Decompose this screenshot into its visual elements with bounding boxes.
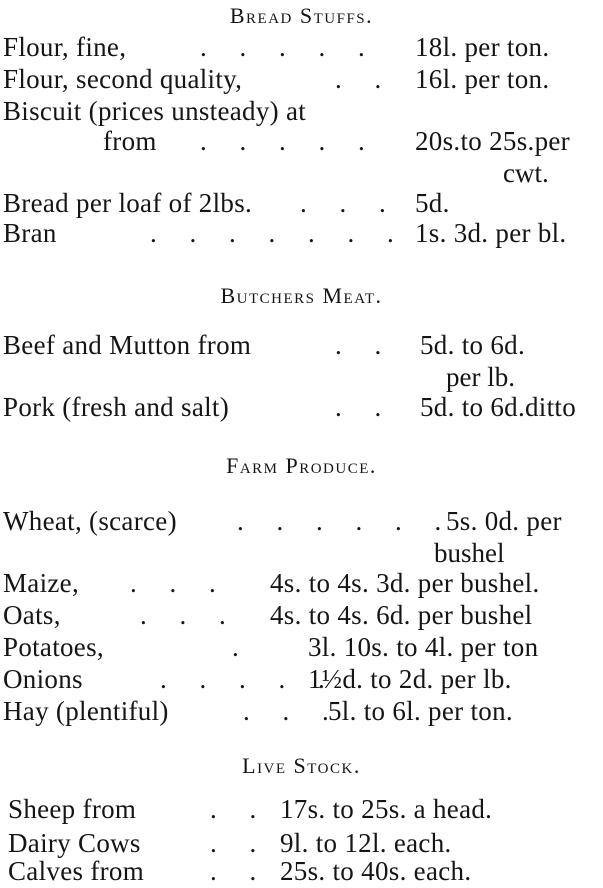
row-bread (0, 186, 603, 220)
row-flour-second (0, 62, 603, 96)
item-label-continued: from (103, 126, 157, 156)
item-label: Biscuit (prices unsteady) at (3, 96, 307, 126)
row-sheep (0, 792, 603, 826)
item-label: Sheep from (8, 794, 137, 824)
row-biscuit (0, 94, 603, 128)
dot-leader: . . . . . (200, 32, 378, 62)
item-label: Beef and Mutton from (3, 330, 252, 360)
dot-leader: . . . (243, 696, 342, 726)
item-price: 1s. 3d. per bl. (415, 218, 567, 248)
dot-leader: . . . . . (160, 664, 338, 694)
item-label: Wheat, (scarce) (3, 506, 177, 536)
item-price: 9l. to 12l. each. (280, 828, 452, 858)
dot-leader: . . (335, 330, 395, 360)
item-price: 4s. to 4s. 6d. per bushel (270, 600, 533, 630)
item-label: Onions (3, 664, 83, 694)
item-price: 25s. to 40s. each. (280, 856, 472, 886)
row-pork (0, 390, 603, 424)
row-calves (0, 854, 603, 888)
dot-leader: . . . . . (200, 126, 378, 156)
row-hay (0, 694, 603, 728)
item-label: Bran (3, 218, 57, 248)
row-wheat (0, 504, 603, 538)
item-label: Oats, (3, 600, 61, 630)
section-heading-farm-produce: Farm Produce. (226, 453, 377, 478)
dot-leader: . . (335, 392, 395, 422)
item-label: Bread per loaf of 2lbs. (3, 188, 253, 218)
row-maize (0, 566, 603, 600)
item-price: 5l. to 6l. per ton. (328, 696, 513, 726)
item-label: Calves from (8, 856, 145, 886)
item-label: Potatoes, (3, 632, 104, 662)
item-price: 4s. to 4s. 3d. per bushel. (270, 568, 540, 598)
row-biscuit-cont (0, 124, 603, 158)
dot-leader: . . . (130, 568, 229, 598)
item-label: Flour, fine, (3, 32, 127, 62)
dot-leader: . . (335, 64, 395, 94)
section-heading-butchers-meat: Butchers Meat. (220, 283, 383, 308)
item-price: 1½d. to 2d. per lb. (308, 664, 512, 694)
item-price: 17s. to 25s. a head. (280, 794, 493, 824)
row-beef-mutton (0, 328, 603, 362)
item-label: Maize, (3, 568, 80, 598)
item-price: 18l. per ton. (415, 32, 550, 62)
item-price-continued: per lb. (446, 362, 515, 392)
item-price: 5d. to 6d.ditto (420, 392, 577, 422)
item-price-continued: cwt. (503, 158, 549, 188)
item-label: Dairy Cows (8, 828, 141, 858)
item-label: Flour, second quality, (3, 64, 243, 94)
row-potatoes (0, 630, 603, 664)
item-price-continued: bushel (434, 538, 505, 568)
row-onions (0, 662, 603, 696)
dot-leader: . . . (300, 188, 399, 218)
item-price: 3l. 10s. to 4l. per ton (308, 632, 539, 662)
row-bran (0, 216, 603, 250)
item-price: 20s.to 25s.per (415, 126, 570, 156)
item-price: 5d. (415, 188, 450, 218)
dot-leader: . . . . . . . (150, 218, 407, 248)
section-heading-bread-stuffs: Bread Stuffs. (229, 3, 374, 28)
item-price: 16l. per ton. (415, 64, 550, 94)
item-label: Pork (fresh and salt) (3, 392, 229, 422)
row-oats (0, 598, 603, 632)
dot-leader: . . (210, 828, 270, 858)
dot-leader: . . (210, 794, 270, 824)
section-heading-live-stock: Live Stock. (242, 753, 361, 778)
row-flour-fine (0, 30, 603, 64)
dot-leader: . . . . . . (237, 506, 455, 536)
item-price: 5s. 0d. per (446, 506, 562, 536)
dot-leader: . (232, 632, 252, 662)
item-label: Hay (plentiful) (3, 696, 169, 726)
dot-leader: . . . (140, 600, 239, 630)
dot-leader: . . (210, 856, 270, 886)
item-price: 5d. to 6d. (420, 330, 526, 360)
